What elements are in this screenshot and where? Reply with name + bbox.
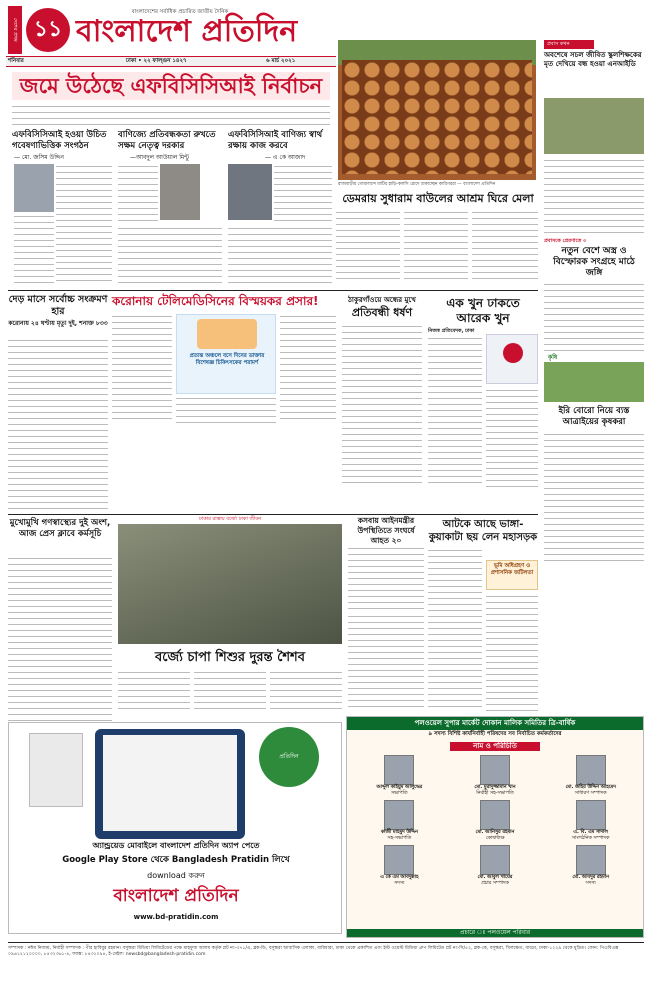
- member-name: আব্দুল কাইয়ুম আলুদ্ধের: [376, 785, 423, 791]
- member-photo: [384, 800, 414, 830]
- app-logo: প্রতিদিন: [259, 727, 319, 787]
- member-card: [544, 800, 637, 842]
- portrait-mintu: [160, 164, 200, 220]
- portrait-azad: [228, 164, 272, 220]
- telemed-promo: [176, 314, 276, 394]
- dhamrai-headline: ডেমরায় সুধারাম বাউলের আশ্রম ঘিরে মেলা: [342, 192, 534, 205]
- borjo-photo: [118, 524, 342, 644]
- ad-line-2: Google Play Store থেকে Bangladesh Pratidin লিখে: [62, 855, 290, 865]
- top-right-block: [544, 40, 644, 100]
- kuakata-col-2: [428, 548, 482, 712]
- kuakata-headline: আটকে আছে ভাঙ্গা-কুয়াকাটা ছয় লেন মহাসড়ক: [428, 519, 538, 543]
- member-name: মো. জহির উদ্দিন আহমেদ: [565, 785, 616, 791]
- photo-caption: রাজবাড়ীর গোয়ালন্দে মাটির হাড়ি-কলসি রোদে শুকাচ্ছেন কারিগররা — বাংলাদেশ প্রতিদিন: [338, 182, 496, 187]
- day: শনিবার: [8, 58, 24, 64]
- member-name: মো. আনিসুর রহমান: [475, 830, 515, 836]
- ek-khun-bureau: নিজস্ব প্রতিবেদক, ঢাকা: [428, 328, 475, 334]
- police-graphic: [486, 334, 538, 384]
- lead-sub-1: এফবিসিসিআই হওয়া উচিত গবেষণাভিত্তিক সংগঠন: [12, 130, 107, 151]
- dhamrai-col-2: [404, 210, 468, 284]
- member-card: [353, 755, 446, 797]
- member-name: এ. বি. এম সাদাল: [573, 830, 609, 836]
- member-name: মো. আবুল খায়ের: [477, 875, 513, 881]
- kasba-text: [348, 546, 424, 612]
- covid-sub: করোনায় ২৪ ঘণ্টায় মৃত্যু দুই, শনাক্ত ৮৩৩: [8, 320, 108, 327]
- dhamrai-col-3: [472, 210, 538, 284]
- covid-text: [8, 338, 108, 512]
- kuakata-col-1: [348, 614, 424, 712]
- member-card: [544, 845, 637, 887]
- member-name: কাজী মাহমুদ উদ্দিন: [380, 830, 418, 836]
- member-role: নির্বাহী সহ-সভাপতি: [476, 791, 514, 797]
- ad-brand: বাংলাদেশ প্রতিদিন: [113, 886, 239, 906]
- telemed-col-2: [176, 396, 276, 424]
- top-right-photo: [544, 98, 644, 154]
- borjo-headline: বর্জ্যে চাপা শিশুর দুরন্ত শৈশব: [155, 650, 305, 665]
- side-tag: দেশের প্রথম: [8, 6, 22, 54]
- member-role: সহ-সভাপতি: [387, 836, 412, 842]
- telemed-col-3: [280, 314, 336, 424]
- member-card: [449, 845, 542, 887]
- android-icon: [29, 733, 83, 807]
- telemedicine-headline: করোনায় টেলিমেডিসিনের বিস্ময়কর প্রসার!: [112, 294, 319, 308]
- member-role: সাংগঠনিক সম্পাদক: [571, 836, 610, 842]
- lead-intro-text: [12, 104, 330, 128]
- lead-col-3b: [228, 226, 332, 284]
- member-role: প্রচার সম্পাদক: [481, 881, 509, 887]
- member-card: [353, 845, 446, 887]
- ad-line-3: download করুন: [147, 871, 205, 880]
- member-photo: [576, 845, 606, 875]
- market-ad-sub: ৯ সদস্য বিশিষ্ট কার্যনির্বাহী পরিষদের সব নির্বাচিত কর্মকর্তাদের: [428, 731, 562, 738]
- member-card: [449, 755, 542, 797]
- probash-label: প্রবাসকে প্রেরণাতে ৩: [544, 238, 587, 244]
- borjo-col-2: [194, 670, 266, 714]
- market-ad-footer: প্রচারে ঃ পলওয়েল পরিবার: [347, 929, 643, 937]
- dhamrai-col-1: [336, 210, 400, 284]
- gonoshasthaya-headline: মুখোমুখি গণস্বাস্থ্যের দুই অংশ, আজ প্রেস ক্লাবে কর্মসূচি: [9, 518, 111, 539]
- market-ad: [346, 716, 644, 938]
- member-role: সাধারণ সম্পাদক: [574, 791, 607, 797]
- lead-byline-1: — মো. জসিম উদ্দিন: [14, 154, 64, 161]
- lead-sub-2: বাণিজ্যে প্রতিবন্ধকতা রুখতে সক্ষম নেতৃত্ব দরকার: [118, 130, 216, 151]
- krishi-label: কৃষি: [548, 354, 558, 361]
- krishi-text: [544, 432, 644, 562]
- member-photo: [384, 845, 414, 875]
- krishi-photo: [544, 362, 644, 402]
- member-photo: [384, 755, 414, 785]
- top-right-tag: প্রবাস কথন: [544, 40, 594, 49]
- member-name: মো. আবদুর রহমান: [572, 875, 609, 881]
- top-right-text: [544, 158, 644, 234]
- probash-text: [544, 282, 644, 352]
- member-name: এ কে এম আবদুল্লাহ: [380, 875, 419, 881]
- top-right-headline: অবশেষে সচল জীবিত স্কুলশিক্ষকের মৃত দেখিয়ে বন্ধ হওয়া এনআইডি: [544, 50, 642, 68]
- lead-col-3: [274, 164, 332, 224]
- lead-sub-3: এফবিসিসিআই বাণিজ্য স্বার্থ রক্ষায় কাজ করবে: [228, 130, 323, 151]
- page-number-logo: ১১: [26, 8, 70, 52]
- kuakata-col-3: [486, 594, 538, 712]
- lead-photo-pots: [338, 40, 536, 180]
- member-role: সদস্য: [585, 881, 596, 887]
- imprint: সম্পাদক : নঈম নিজাম, নির্বাহী সম্পাদক : পীর হাবিবুর রহমান। বসুন্ধরা মিডিয়া লিমিটেডের পক্ষে মাহফুজ আলম কর্তৃক প্লট নং-৩৭১/এ, ব্লক-ডি, বসুন্ধরা আবাসিক এলাকা, বারিধারা, ঢাকা থেকে প্রকাশিত এবং ইস্ট ওয়েস্ট মিডিয়া গ্রুপ লিমিটেড প্লট নং-সি/৫২, ব্লক-কে, বসুন্ধরা, খিলক্ষেত, বাড্ডা, ঢাকা-১২২৯ থেকে মুদ্রিত। ফোন: পিএবিএক্স ০৯৬১২১২০০০০, ৮৪৩২৩৬১-৪, ফ্যাক্স: ৮৪৩২০৯৪, ই-মেইল: newsbd@bangladesh-pratidin.com: [8, 946, 619, 957]
- covid-headline: দেড় মাসে সর্বোচ্চ সংক্রমণ হার: [8, 294, 108, 317]
- member-card: [353, 800, 446, 842]
- ad-url: www.bd-pratidin.com: [133, 913, 219, 921]
- masthead-tagline: বাংলাদেশের সর্বাধিক প্রচারিত জাতীয় দৈনিক: [131, 9, 229, 15]
- lead-col-1: [56, 164, 112, 284]
- member-photo: [480, 845, 510, 875]
- market-ad-names-title: নাম ও পরিচিতি: [450, 742, 540, 751]
- member-role: সভাপতি: [391, 791, 408, 797]
- thakurgaon-headline: প্রতিবন্ধী ধর্ষণ: [351, 306, 413, 319]
- member-photo: [480, 800, 510, 830]
- lead-byline-2: —আবদুল আউয়াল মিন্টু: [130, 154, 189, 161]
- member-role: সদস্য: [394, 881, 405, 887]
- app-ad: [8, 722, 342, 934]
- lead-col-2: [118, 164, 158, 224]
- probash-headline: নতুন বেশে অস্ত্র ও বিস্ফোরক সংগ্রহে মাঠে জঙ্গি: [553, 246, 635, 278]
- date-bar: [6, 56, 336, 67]
- ek-khun-headline: এক খুন ঢাকতে আরেক খুন: [446, 296, 520, 325]
- lead-headline: জমে উঠেছে এফবিসিসিআই নির্বাচন: [12, 72, 330, 100]
- date-bangla: ঢাকা • ২২ ফাল্গুন ১৪২৭: [126, 58, 187, 64]
- thakurgaon-text: [342, 324, 422, 488]
- thakurgaon-kicker: ঠাকুরগাঁওয়ে অন্ধের মুখে: [348, 296, 416, 304]
- krishi-headline: ইরি বোরো নিয়ে ব্যস্ত আত্রাইয়ের কৃষকরা: [558, 406, 630, 427]
- borjo-col-1: [118, 670, 190, 714]
- kasba-headline: কসবায় আইনমন্ত্রীর উপস্থিতিতে সংঘর্ষে আহত ২০: [357, 516, 415, 545]
- members-grid: [347, 753, 643, 889]
- member-role: কোষাধ্যক্ষ: [485, 836, 505, 842]
- ek-khun-col-1: [428, 336, 482, 488]
- member-photo: [576, 800, 606, 830]
- member-name: মো. মুরাদুজ্জামান খান: [474, 785, 516, 791]
- telemed-col-1: [112, 314, 172, 424]
- portrait-jasim: [14, 164, 54, 212]
- ek-khun-col-2: [486, 388, 538, 488]
- member-card: [544, 755, 637, 797]
- date-english: ৬ মার্চ ২০২১: [266, 58, 296, 64]
- lead-byline-3: — এ কে আজাদ: [265, 154, 306, 161]
- member-photo: [576, 755, 606, 785]
- ad-line-1: অ্যান্ড্রয়েড মোবাইলে বাংলাদেশ প্রতিদিন অ্যাপ পেতে: [92, 841, 260, 850]
- market-ad-title: পলওয়েল সুপার মার্কেট দোকান মালিক সমিতির ত্রি-বার্ষিক: [347, 717, 643, 730]
- telemed-promo-text: প্রত্যন্ত অঞ্চলে বসে দিনের ডাক্তার বিশেষজ্ঞ চিকিৎসকের পরামর্শ: [189, 353, 265, 367]
- member-photo: [480, 755, 510, 785]
- masthead-title: বাংলাদেশ প্রতিদিন: [76, 14, 298, 49]
- phone-mockup: [95, 729, 245, 839]
- lead-col-2b: [118, 226, 222, 284]
- borjo-photo-caption: ঢাকার রাস্তায় বর্জ্যে ঢাকা জীবন: [198, 516, 262, 522]
- lead-col-1b: [14, 214, 54, 284]
- member-card: [449, 800, 542, 842]
- kuakata-land-box: ভূমি অধিগ্রহণ ও প্রশাসনিক জটিলতা: [486, 560, 538, 590]
- borjo-col-3: [270, 670, 342, 714]
